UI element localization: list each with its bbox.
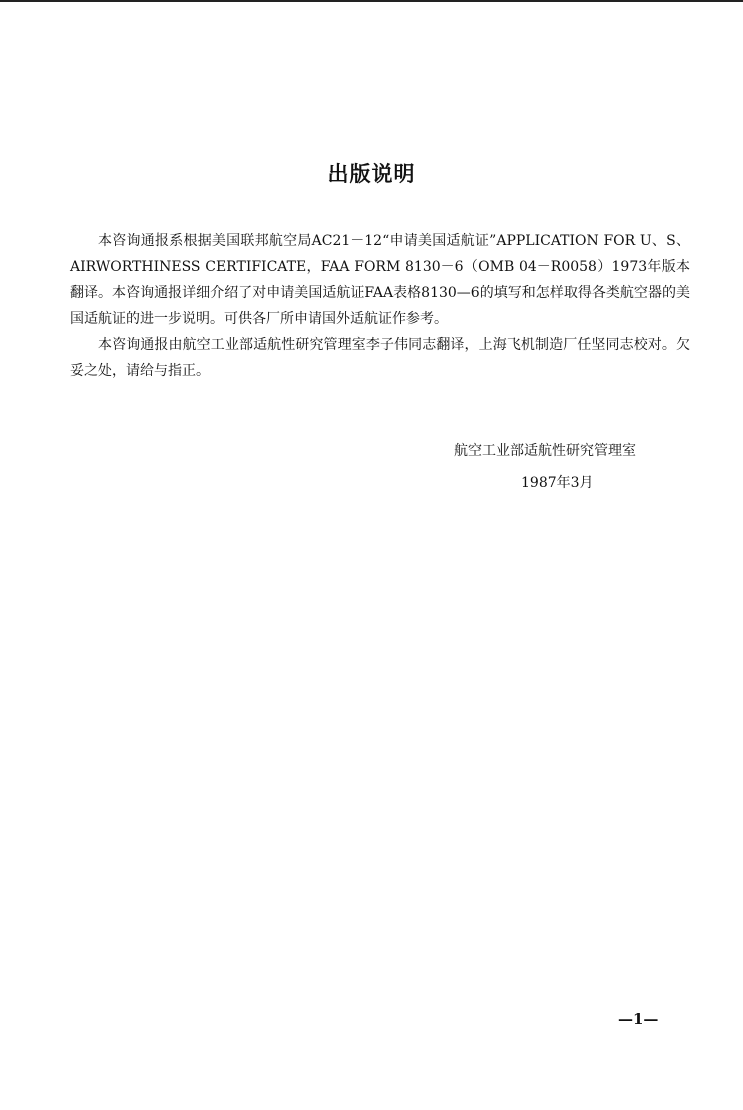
page-number: —1—	[618, 1010, 659, 1028]
signature-organization: 航空工业部适航性研究管理室	[454, 443, 636, 459]
top-border-line	[0, 0, 743, 2]
body-text	[70, 228, 690, 384]
page-title: 出版说明	[327, 161, 416, 186]
signature-date: 1987年3月	[521, 475, 594, 491]
paragraph-2: 本咨询通报由航空工业部适航性研究管理室李子伟同志翻译，上海飞机制造厂任坚同志校对。欠妥之处，请给与指正。	[70, 337, 690, 379]
paragraph-1: 本咨询通报系根据美国联邦航空局AC21－12“申请美国适航证”APPLICATION FOR U、S、AIRWORTHINESS CERTIFICATE，FAA FORM 8130－6（OMB 04－R0058）1973年版本翻译。本咨询通报详细介绍了对申请美国适航证FAA表格8130—6的填写和怎样取得各类航空器的美国适航证的进一步说明。可供各厂所申请国外适航证作参考。	[70, 233, 690, 327]
